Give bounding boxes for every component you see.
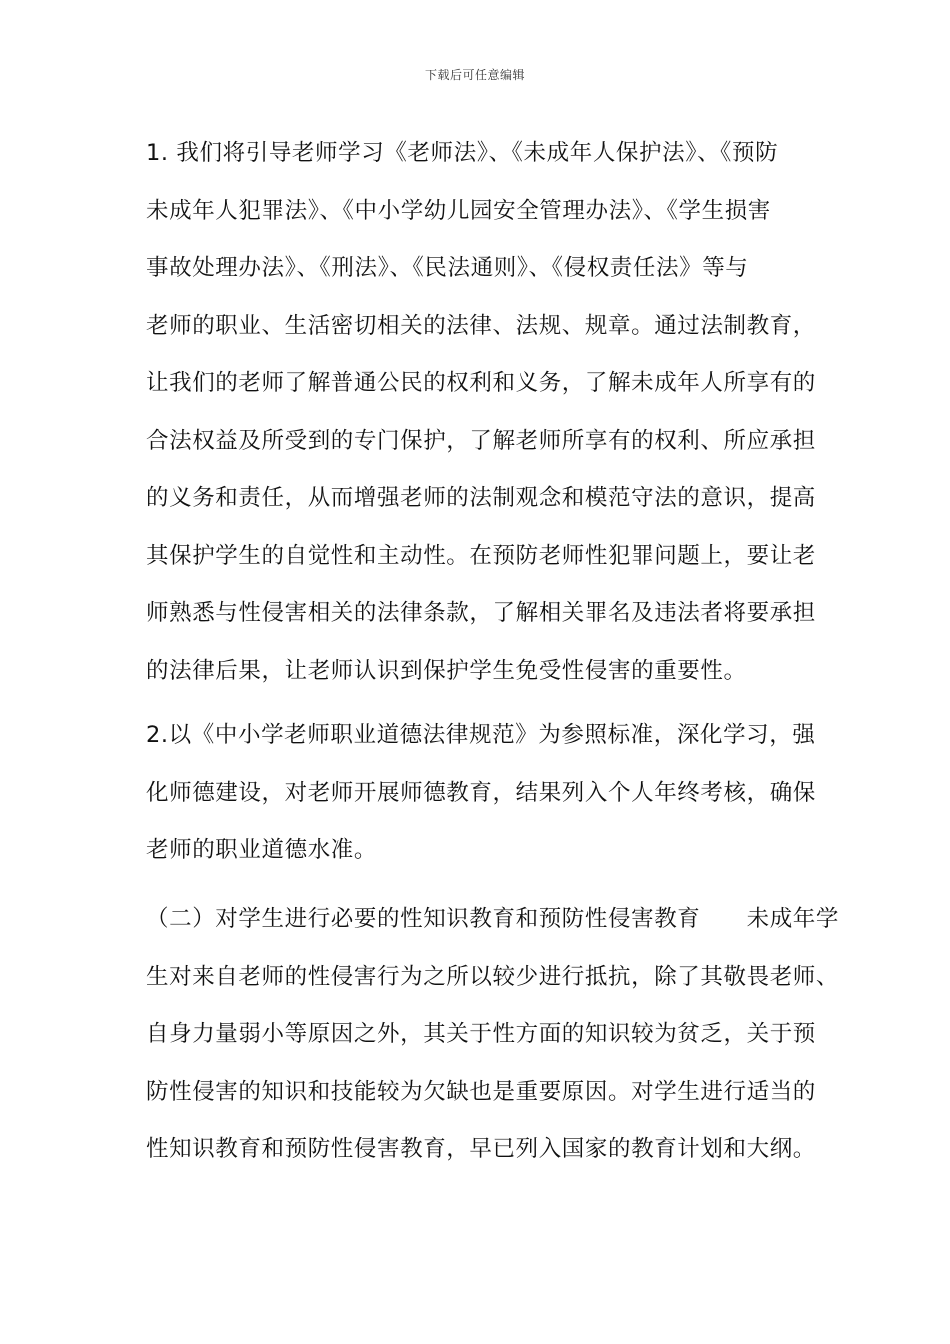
paragraph-line: 防性侵害的知识和技能较为欠缺也是重要原因。对学生进行适当的 <box>146 1079 816 1105</box>
paragraph-line: 的义务和责任，从而增强老师的法制观念和模范守法的意识，提高 <box>146 485 816 511</box>
page-header: 下载后可任意编辑 <box>424 68 525 82</box>
paragraph-line: 让我们的老师了解普通公民的权利和义务，了解未成年人所享有的 <box>146 370 816 396</box>
paragraph-line: 的法律后果，让老师认识到保护学生免受性侵害的重要性。 <box>146 658 747 684</box>
paragraph-line: 性知识教育和预防性侵害教育，早已列入国家的教育计划和大纲。 <box>146 1136 816 1162</box>
paragraph-line: 师熟悉与性侵害相关的法律条款，了解相关罪名及违法者将要承担 <box>146 600 816 626</box>
paragraph-line: 生对来自老师的性侵害行为之所以较少进行抵抗，除了其敬畏老师、 <box>146 964 840 990</box>
paragraph-line: 事故处理办法》、《刑法》、《民法通则》、《侵权责任法》等与 <box>146 255 749 281</box>
paragraph-line: 自身力量弱小等原因之外，其关于性方面的知识较为贫乏，关于预 <box>146 1021 816 1047</box>
paragraph-line: 1. 我们将引导老师学习《老师法》、《未成年人保护法》、《预防 <box>146 140 779 166</box>
paragraph-line: 化师德建设，对老师开展师德教育，结果列入个人年终考核，确保 <box>146 780 816 806</box>
paragraph-line: 合法权益及所受到的专门保护，了解老师所享有的权利、所应承担 <box>146 428 816 454</box>
paragraph-line: 2.以《中小学老师职业道德法律规范》为参照标准，深化学习，强 <box>146 722 816 748</box>
paragraph-line: 未成年人犯罪法》、《中小学幼儿园安全管理办法》、《学生损害 <box>146 198 771 224</box>
paragraph-line: 老师的职业道德水准。 <box>146 837 378 863</box>
paragraph-line: 老师的职业、生活密切相关的法律、法规、规章。通过法制教育， <box>146 313 816 339</box>
paragraph-line: 其保护学生的自觉性和主动性。在预防老师性犯罪问题上，要让老 <box>146 543 816 569</box>
paragraph-line: （二）对学生进行必要的性知识教育和预防性侵害教育 未成年学 <box>146 906 840 932</box>
